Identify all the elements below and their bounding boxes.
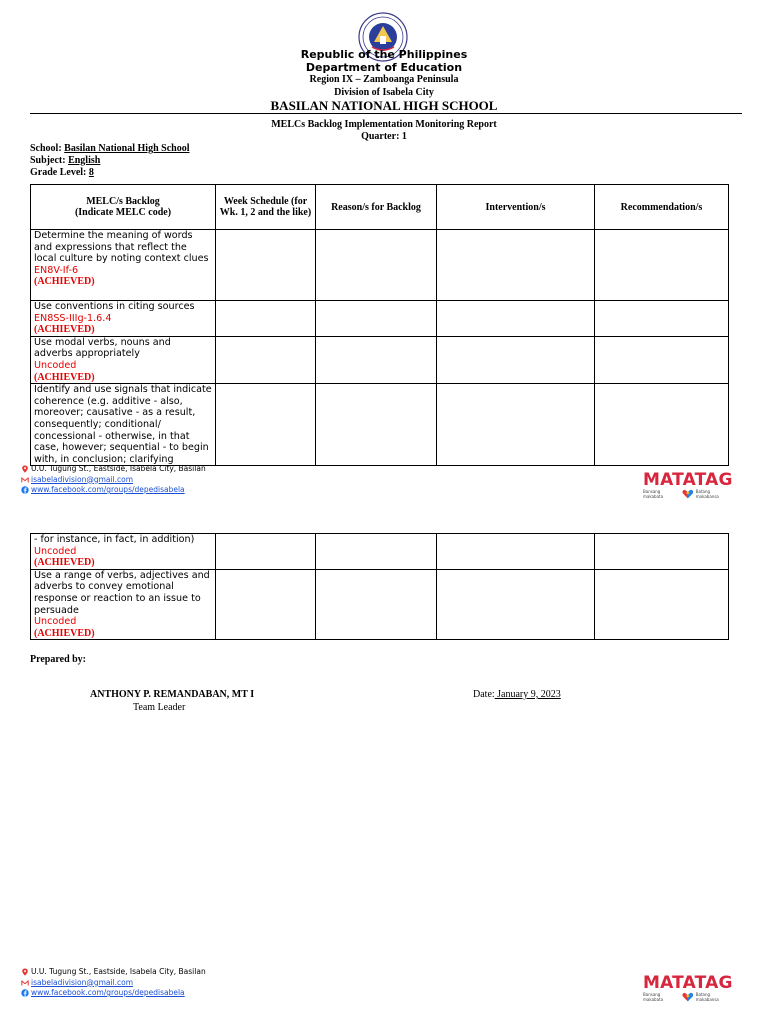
header-divider (30, 113, 742, 114)
header-reasons: Reason/s for Backlog (316, 185, 437, 230)
region-line: Region IX – Zamboanga Peninsula (309, 74, 459, 85)
subject-value: English (68, 155, 101, 166)
footer-address: U.U. Tugung St., Eastside, Isabela City, Basilan (21, 464, 206, 475)
facebook-icon (21, 989, 29, 997)
footer-address: U.U. Tugung St., Eastside, Isabela City, Basilan (21, 967, 206, 978)
grade-label: Grade Level: (30, 167, 87, 178)
table-row (31, 384, 729, 466)
table-row (31, 336, 729, 383)
report-title: MELCs Backlog Implementation Monitoring Report (271, 119, 497, 130)
melc-cell: Identify and use signals that indicate coherence (e.g. additive - also, moreover; causative - as a result, consequently; conditional/ concessional - otherwise, in that case, however; sequential - to begin with, in conclusion; clarifying (31, 384, 216, 466)
school-label: School: (30, 143, 62, 154)
meta-school (30, 143, 189, 154)
mail-icon (21, 476, 29, 484)
preparer-name: ANTHONY P. REMANDABAN, MT I (90, 689, 255, 700)
mail-icon (21, 979, 29, 987)
melc-cell: Use conventions in citing sources EN8SS-IIIg-1.6.4 (ACHIEVED) (31, 301, 216, 337)
footer-contacts-page2 (21, 967, 206, 999)
prepared-by-label: Prepared by: (30, 654, 87, 665)
melc-cell: Use modal verbs, nouns and adverbs appropriately Uncoded (ACHIEVED) (31, 336, 216, 383)
preparer-role: Team Leader (133, 702, 186, 713)
heart-icon (682, 489, 694, 499)
footer-contacts-page1 (21, 464, 206, 496)
meta-subject (30, 155, 100, 166)
melc-cell: Determine the meaning of words and expressions that reflect the local culture by noting context clues EN8V-If-6 (ACHIEVED) (31, 230, 216, 301)
melc-table-page1 (30, 184, 729, 466)
table-row (31, 569, 729, 640)
footer-email[interactable]: isabeladivision@gmail.com (21, 475, 206, 486)
date-label: Date: (473, 689, 495, 700)
header-week: Week Schedule (for Wk. 1, 2 and the like) (216, 185, 316, 230)
footer-facebook[interactable]: www.facebook.com/groups/depedisabela (21, 988, 206, 999)
location-pin-icon (21, 968, 29, 976)
location-pin-icon (21, 465, 29, 473)
table-row (31, 534, 729, 570)
table-row (31, 301, 729, 337)
report-quarter: Quarter: 1 (361, 131, 407, 142)
school-name-heading: BASILAN NATIONAL HIGH SCHOOL (270, 98, 498, 113)
republic-line: Republic of the Philippines (300, 48, 468, 61)
footer-email[interactable]: isabeladivision@gmail.com (21, 978, 206, 989)
header-melc: MELC/s Backlog (Indicate MELC code) (31, 185, 216, 230)
matatag-logo-page2: MATATAG Bansang makabata Batang makabansa (643, 973, 733, 1002)
melc-cell: - for instance, in fact, in addition) Uncoded (ACHIEVED) (31, 534, 216, 570)
melc-table-page2 (30, 533, 729, 640)
header-intervention: Intervention/s (437, 185, 595, 230)
matatag-logo-page1: MATATAG Bansang makabata Batang makabansa (643, 470, 733, 499)
footer-facebook[interactable]: www.facebook.com/groups/depedisabela (21, 485, 206, 496)
grade-value: 8 (88, 167, 94, 178)
table-row (31, 230, 729, 301)
meta-grade (30, 167, 94, 178)
school-value: Basilan National High School (64, 143, 190, 154)
date-line (473, 689, 561, 700)
subject-label: Subject: (30, 155, 66, 166)
date-value: January 9, 2023 (494, 689, 561, 700)
header-recommendation: Recommendation/s (595, 185, 729, 230)
division-line: Division of Isabela City (334, 87, 434, 98)
facebook-icon (21, 486, 29, 494)
melc-cell: Use a range of verbs, adjectives and adverbs to convey emotional response or reaction to an issue to persuade Uncoded (ACHIEVED) (31, 569, 216, 640)
heart-icon (682, 992, 694, 1002)
table-header-row (31, 185, 729, 230)
department-line: Department of Education (305, 61, 463, 74)
